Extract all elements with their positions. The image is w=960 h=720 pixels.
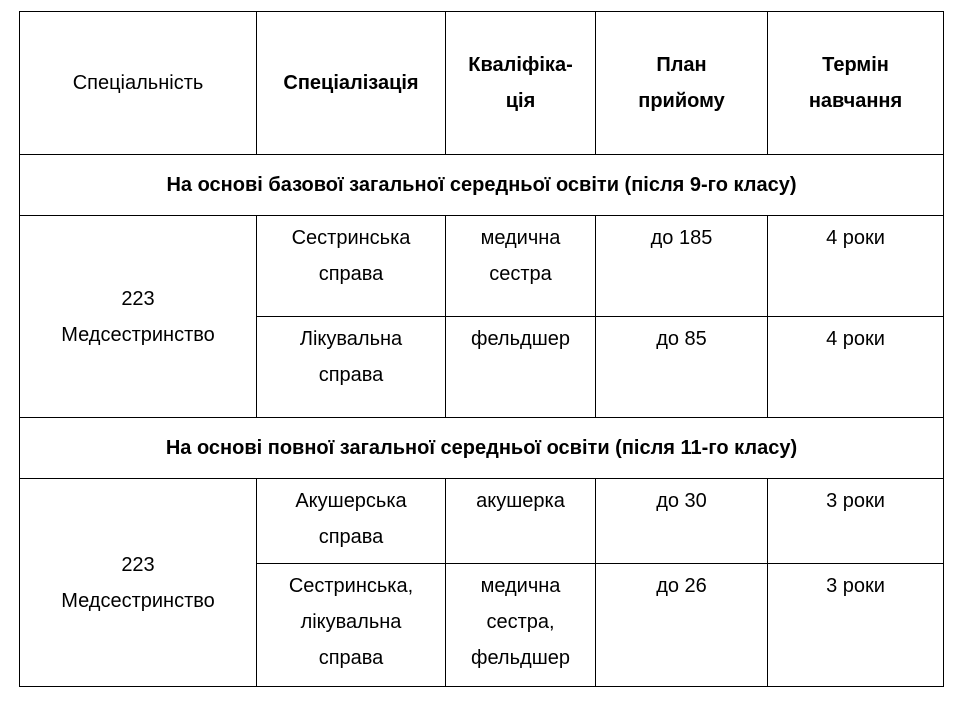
- header-qualification: Кваліфіка- ція: [446, 12, 596, 155]
- term-cell: 3 роки: [768, 564, 944, 687]
- speciality-cell: 223 Медсестринство: [20, 216, 257, 418]
- header-row: [20, 12, 944, 155]
- specialization-cell: Лікувальна справа: [257, 317, 446, 418]
- table-row: [20, 216, 944, 317]
- header-study-term: Термін навчання: [768, 12, 944, 155]
- specialization-cell: Сестринська справа: [257, 216, 446, 317]
- section-title-complete: На основі повної загальної середньої освіти (після 11-го класу): [20, 418, 944, 479]
- plan-cell: до 85: [596, 317, 768, 418]
- specialization-cell: Акушерська справа: [257, 479, 446, 564]
- admissions-table: [19, 11, 944, 687]
- header-speciality: Спеціальність: [20, 12, 257, 155]
- header-admission-plan: План прийому: [596, 12, 768, 155]
- section-heading-row: [20, 155, 944, 216]
- qualification-cell: медична сестра: [446, 216, 596, 317]
- speciality-cell: 223 Медсестринство: [20, 479, 257, 687]
- plan-cell: до 30: [596, 479, 768, 564]
- section-heading-row: [20, 418, 944, 479]
- header-specialization: Спеціалізація: [257, 12, 446, 155]
- term-cell: 3 роки: [768, 479, 944, 564]
- qualification-cell: медична сестра, фельдшер: [446, 564, 596, 687]
- term-cell: 4 роки: [768, 216, 944, 317]
- plan-cell: до 185: [596, 216, 768, 317]
- section-title-basic: На основі базової загальної середньої освіти (після 9-го класу): [20, 155, 944, 216]
- qualification-cell: фельдшер: [446, 317, 596, 418]
- table-row: [20, 479, 944, 564]
- term-cell: 4 роки: [768, 317, 944, 418]
- plan-cell: до 26: [596, 564, 768, 687]
- qualification-cell: акушерка: [446, 479, 596, 564]
- specialization-cell: Сестринська, лікувальна справа: [257, 564, 446, 687]
